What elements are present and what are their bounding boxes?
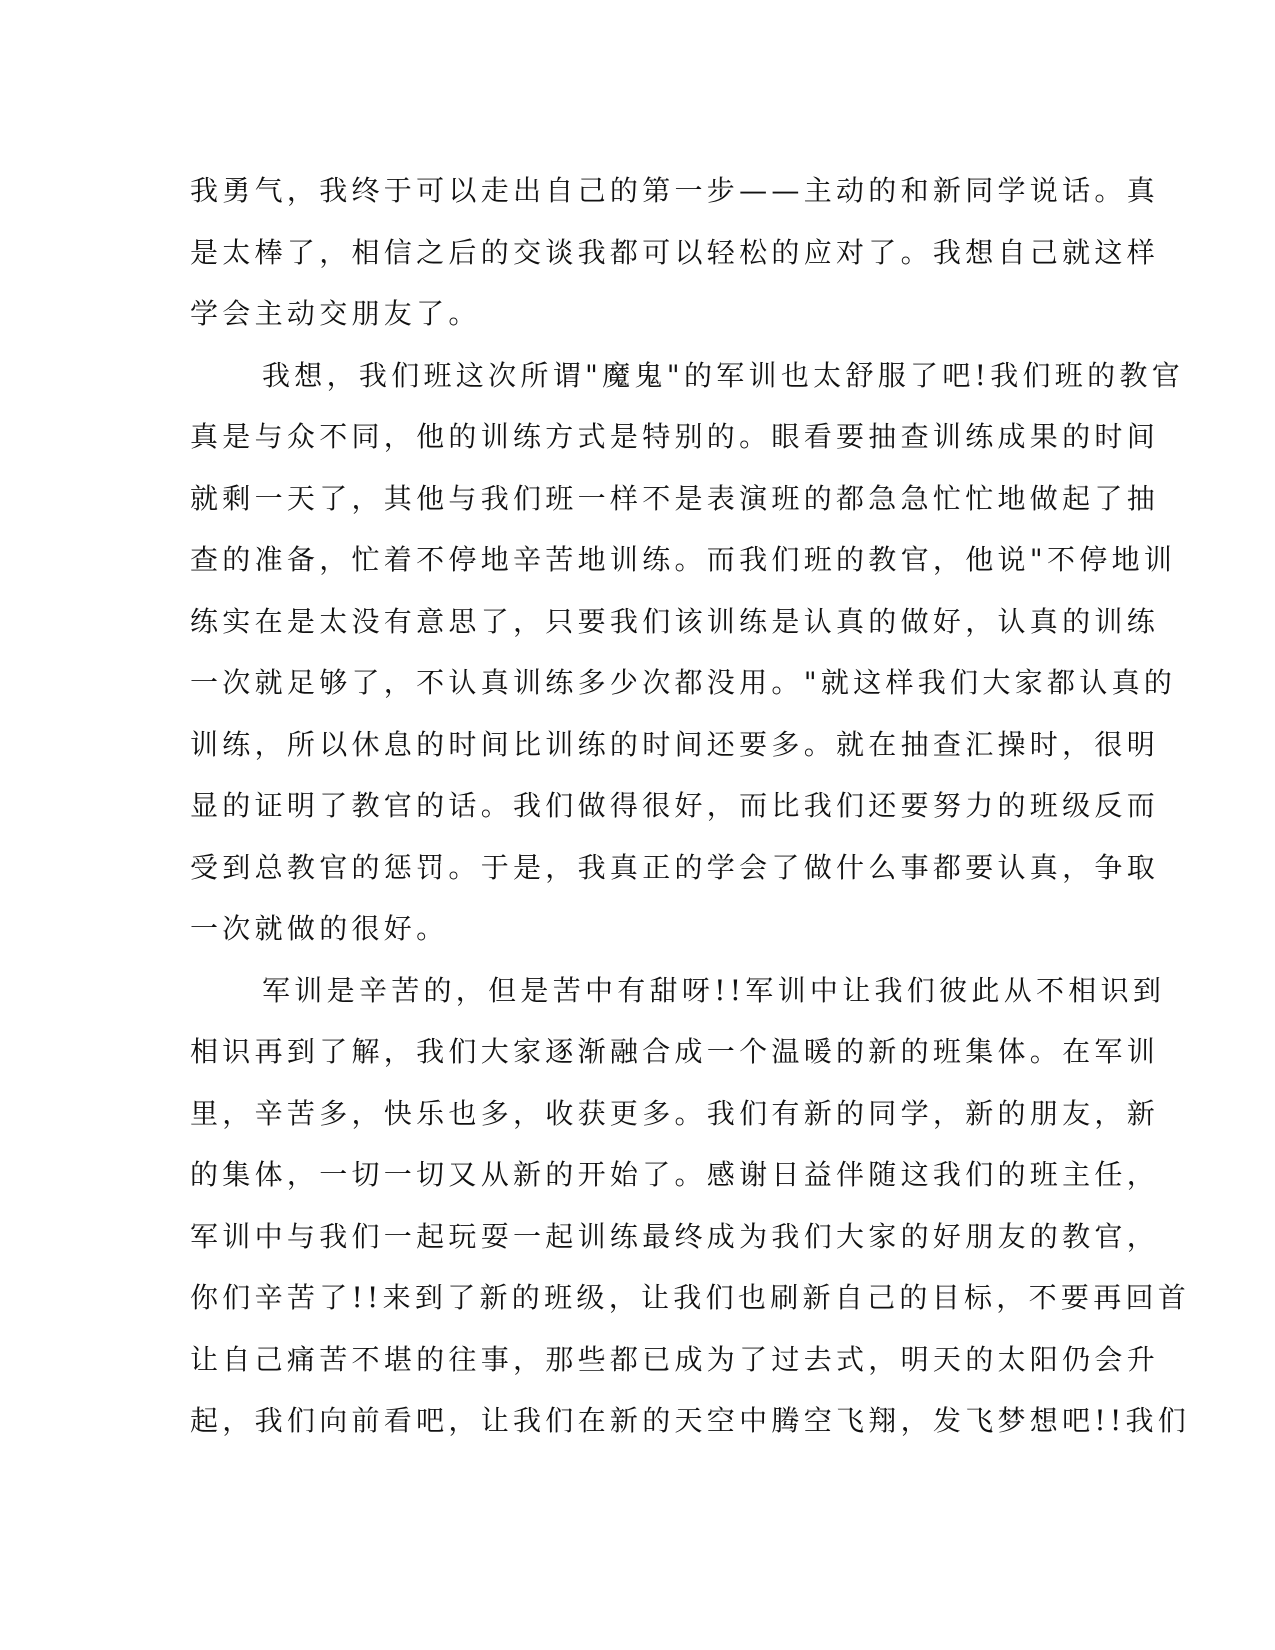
text-line: 一次就做的很好。 — [190, 912, 449, 945]
paragraph-3 — [190, 960, 1191, 1452]
text-line: 就剩一天了，其他与我们班一样不是表演班的都急急忙忙地做起了抽 — [190, 481, 1160, 515]
paragraph-1 — [190, 160, 1160, 345]
text-line: 的集体，一切一切又从新的开始了。感谢日益伴随这我们的班主任， — [190, 1158, 1160, 1191]
text-line: 军训是辛苦的，但是苦中有甜呀!!军训中让我们彼此从不相识到 — [262, 973, 1166, 1007]
paragraph-2 — [190, 345, 1185, 960]
text-line: 一次就足够了，不认真训练多少次都没用。"就这样我们大家都认真的 — [190, 666, 1177, 699]
text-line: 相识再到了解，我们大家逐渐融合成一个温暖的新的班集体。在军训 — [190, 1035, 1160, 1068]
text-line: 受到总教官的惩罚。于是，我真正的学会了做什么事都要认真，争取 — [190, 850, 1160, 884]
text-line: 学会主动交朋友了。 — [190, 297, 481, 330]
text-line: 训练，所以休息的时间比训练的时间还要多。就在抽查汇操时，很明 — [190, 727, 1160, 761]
text-line: 里，辛苦多，快乐也多，收获更多。我们有新的同学，新的朋友，新 — [190, 1096, 1160, 1130]
text-line: 起，我们向前看吧，让我们在新的天空中腾空飞翔，发飞梦想吧!!我们 — [190, 1404, 1191, 1437]
text-line: 是太棒了，相信之后的交谈我都可以轻松的应对了。我想自己就这样 — [190, 235, 1160, 269]
text-line: 查的准备，忙着不停地辛苦地训练。而我们班的教官，他说"不停地训 — [190, 543, 1177, 576]
text-line: 我勇气，我终于可以走出自己的第一步——主动的和新同学说话。真 — [190, 174, 1160, 207]
text-line: 练实在是太没有意思了，只要我们该训练是认真的做好，认真的训练 — [190, 604, 1160, 638]
text-line: 显的证明了教官的话。我们做得很好，而比我们还要努力的班级反而 — [190, 789, 1160, 822]
text-line: 让自己痛苦不堪的往事，那些都已成为了过去式，明天的太阳仍会升 — [190, 1342, 1160, 1376]
document-body — [190, 160, 1191, 1452]
text-line: 军训中与我们一起玩耍一起训练最终成为我们大家的好朋友的教官， — [190, 1219, 1160, 1253]
text-line: 你们辛苦了!!来到了新的班级，让我们也刷新自己的目标，不要再回首 — [190, 1281, 1191, 1314]
text-line: 真是与众不同，他的训练方式是特别的。眼看要抽查训练成果的时间 — [190, 420, 1160, 453]
text-line: 我想，我们班这次所谓"魔鬼"的军训也太舒服了吧!我们班的教官 — [262, 358, 1185, 392]
